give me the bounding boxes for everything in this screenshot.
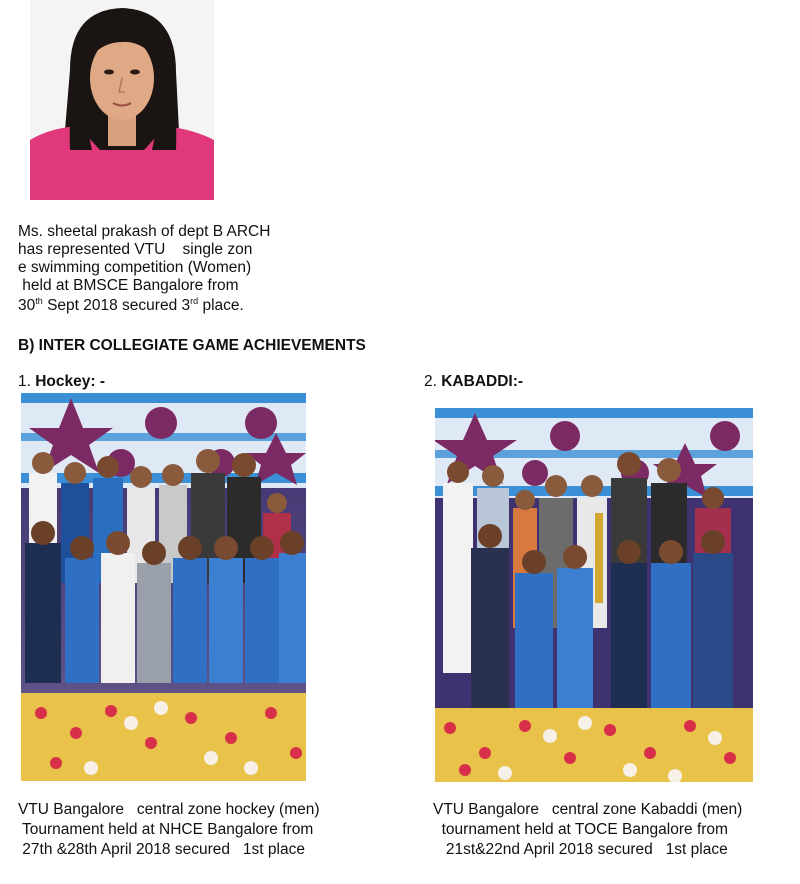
profile-line-2: has represented VTU single zon	[18, 241, 253, 258]
hockey-caption-line-3: 27th &28th April 2018 secured 1st place	[18, 841, 305, 858]
kabaddi-team-photo	[435, 408, 753, 782]
section-heading: B) INTER COLLEGIATE GAME ACHIEVEMENTS	[18, 337, 366, 354]
student-portrait-photo	[30, 0, 214, 200]
hockey-caption-line-1: VTU Bangalore central zone hockey (men)	[18, 801, 320, 818]
hockey-team-photo	[21, 393, 306, 781]
kabaddi-heading: 2. KABADDI:-	[424, 373, 524, 390]
kabaddi-caption-line-1: VTU Bangalore central zone Kabaddi (men)	[433, 801, 743, 818]
kabaddi-caption-line-3: 21st&22nd April 2018 secured 1st place	[433, 841, 728, 858]
profile-line-5: 30th Sept 2018 secured 3rd place.	[18, 295, 244, 314]
kabaddi-caption-line-2: tournament held at TOCE Bangalore from	[433, 821, 728, 838]
profile-line-4: held at BMSCE Bangalore from	[18, 277, 239, 294]
profile-line-3: e swimming competition (Women)	[18, 259, 252, 276]
hockey-heading: 1. Hockey: -	[18, 373, 106, 390]
profile-line-1: Ms. sheetal prakash of dept B ARCH	[18, 223, 271, 240]
hockey-caption-line-2: Tournament held at NHCE Bangalore from	[18, 821, 314, 838]
